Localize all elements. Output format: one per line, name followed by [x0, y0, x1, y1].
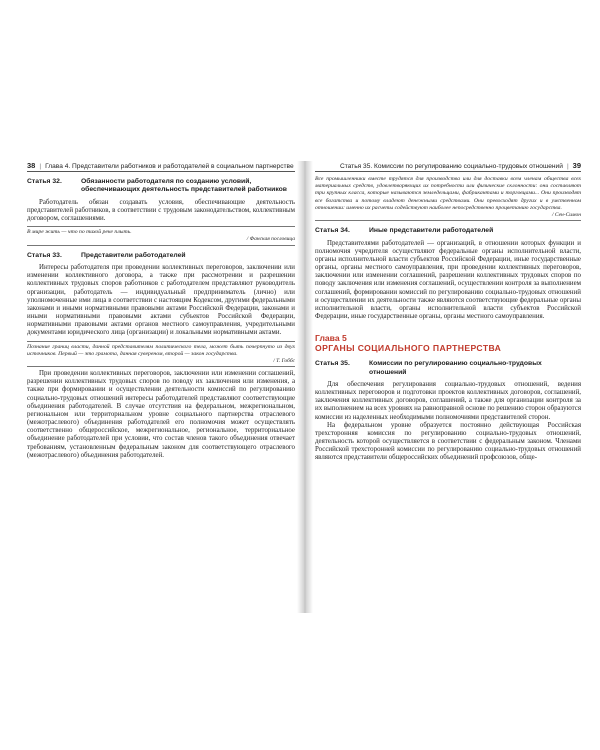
article-34-title [315, 227, 581, 235]
article-35-paragraph-1: Для обеспечения регулирования социально-трудовых отношений, ведения коллективных переговоров и подготовки проектов коллективных договоров, соглашений, заключения коллективных договоров, соглашений, а также для организации контроля за их выполнением на всех уровнях на равноправной основе по решению сторон образуются комиссии из наделенных необходимыми полномочиями представителей сторон. [315, 381, 581, 421]
left-running-head: 38 | Глава 4. Представители работников и работодателей в социальном партнерстве [27, 161, 294, 170]
article-34-heading: Иные представители работодателей [369, 227, 494, 235]
article-34-paragraph: Представителями работодателей — организаций, в отношении которых функции и полномочия учредителя осуществляют федеральные органы исполнительной власти, органы исполнительной власти субъектов Российской Федерации, иные государственные органы, органы местного самоуправления, при проведении коллективных переговоров, заключении или изменении соглашений, разрешении коллективных трудовых споров по поводу заключения или изменения соглашений, осуществлении контроля за выполнением соглашений, формировании комиссий по регулированию социально-трудовых отношений и осуществлении их деятельности также являются соответствующие федеральные органы исполнительной власти, органы исполнительной власти субъектов Российской Федерации, иные государственные органы, органы местного самоуправления. [315, 239, 581, 321]
book-gutter [297, 161, 313, 613]
left-page [27, 161, 295, 613]
article-35-paragraph-2: На федеральном уровне образуется постоянно действующая Российская трехсторонняя комиссия по регулированию социально-трудовых отношений, деятельность которой осуществляется в соответствии с федеральным законом. Членами Российской трехсторонней комиссии по регулированию социально-трудовых отношений являются представители общероссийских объединений профсоюзов, обще- [315, 421, 581, 462]
book-spread [27, 161, 581, 613]
article-32-paragraph: Работодатель обязан создавать условия, обеспечивающие деятельность представителей работников, в соответствии с трудовым законодательством, коллективным договором, соглашениями. [27, 198, 295, 223]
article-33-continuation: При проведении коллективных переговоров, заключении или изменении соглашений, разрешении коллективных трудовых споров по поводу их заключения или изменения, а также при формировании и осуществлении деятельности комиссий по регулированию социально-трудовых отношений интересы работодателей представляют соответствующие объединения работодателей. В случае отсутствия на федеральном, межрегиональном, региональном или территориальном уровне социального партнерства отраслевого (межотраслевого) объединения работодателей его полномочия может осуществлять соответственно общероссийское, межрегиональное, региональное, территориальное объединение работодателей при условии, что состав членов такого объединения отвечает требованиям, установленным федеральным законом для соответствующего отраслевого (межотраслевого) объединения работодателей. [27, 370, 295, 459]
right-running-head-text: Статья 35. Комиссии по регулированию социально-трудовых отношений [339, 163, 563, 170]
quote-hobbes-author: / Т. Гоббс [273, 357, 295, 364]
article-32-label: Статья 32. [27, 178, 62, 185]
article-35-title [315, 360, 581, 377]
article-32-title [27, 178, 295, 195]
article-33-label: Статья 33. [27, 251, 62, 259]
article-35-label: Статья 35. [315, 360, 350, 368]
quote-saint-simon-text: Все промышленники вместе трудятся для производства или для доставки всем членам общества всех материальных средств, удовлетворяющих их потребности или физические склонности: они составляют три крупных класса, которые называются земледельцами, фабрикантами и торговцами... Они производят все богатства и потому владеют денежными средствами. Они превосходят других и в умственном отношении: именно их расчеты содействуют наиболее непосредственно процветанию государства. [315, 176, 581, 211]
quote-proverb-author: / Фанская пословица [246, 236, 295, 243]
quote-proverb [27, 226, 295, 245]
quote-saint-simon [315, 174, 581, 221]
chapter-5-title: ОРГАНЫ СОЦИАЛЬНОГО ПАРТНЕРСТВА [315, 343, 502, 354]
right-running-head: Статья 35. Комиссии по регулированию социально-трудовых отношений | 39 [315, 161, 581, 172]
left-running-head-text: Глава 4. Представители работников и работодателей в социальном партнерстве [45, 163, 294, 170]
chapter-5-label: Глава 5 [315, 333, 347, 344]
quote-proverb-text: В мире жить — что по тихой реке плыть. [27, 229, 132, 236]
article-33-title [27, 252, 295, 260]
right-page [315, 161, 581, 613]
quote-hobbes-text: Познание границ власти, данной представителям политического тела, может быть почерпнуто из двух источников. Первый — это грамота, данная сувереном, второй — закон государства. [27, 343, 295, 357]
article-35-heading: Комиссии по регулированию социально-трудовых отношений [369, 360, 542, 376]
quote-saint-simon-author: / Сен-Симон [551, 212, 581, 219]
left-page-number: 38 [27, 161, 36, 170]
quote-hobbes [27, 341, 295, 368]
article-32-heading: Обязанности работодателя по созданию условий, обеспечивающих деятельность представителей работников [81, 178, 287, 194]
article-33-paragraph: Интересы работодателя при проведении коллективных переговоров, заключении или изменении коллективного договора, а также при рассмотрении и разрешении коллективных трудовых споров работников с работодателем представляют руководитель организации, работодатель — индивидуальный предприниматель (лично) или уполномоченные ими лица в соответствии с настоящим Кодексом, другими федеральными законами и иными нормативными правовыми актами Российской Федерации, законами и иными нормативными правовыми актами субъектов Российской Федерации, нормативными правовыми актами органов местного самоуправления, учредительными документами юридического лица (организации) и локальными нормативными актами. [27, 264, 295, 337]
right-page-number: 39 [572, 161, 581, 170]
article-34-label: Статья 34. [315, 227, 350, 235]
article-33-heading: Представители работодателей [81, 251, 186, 259]
